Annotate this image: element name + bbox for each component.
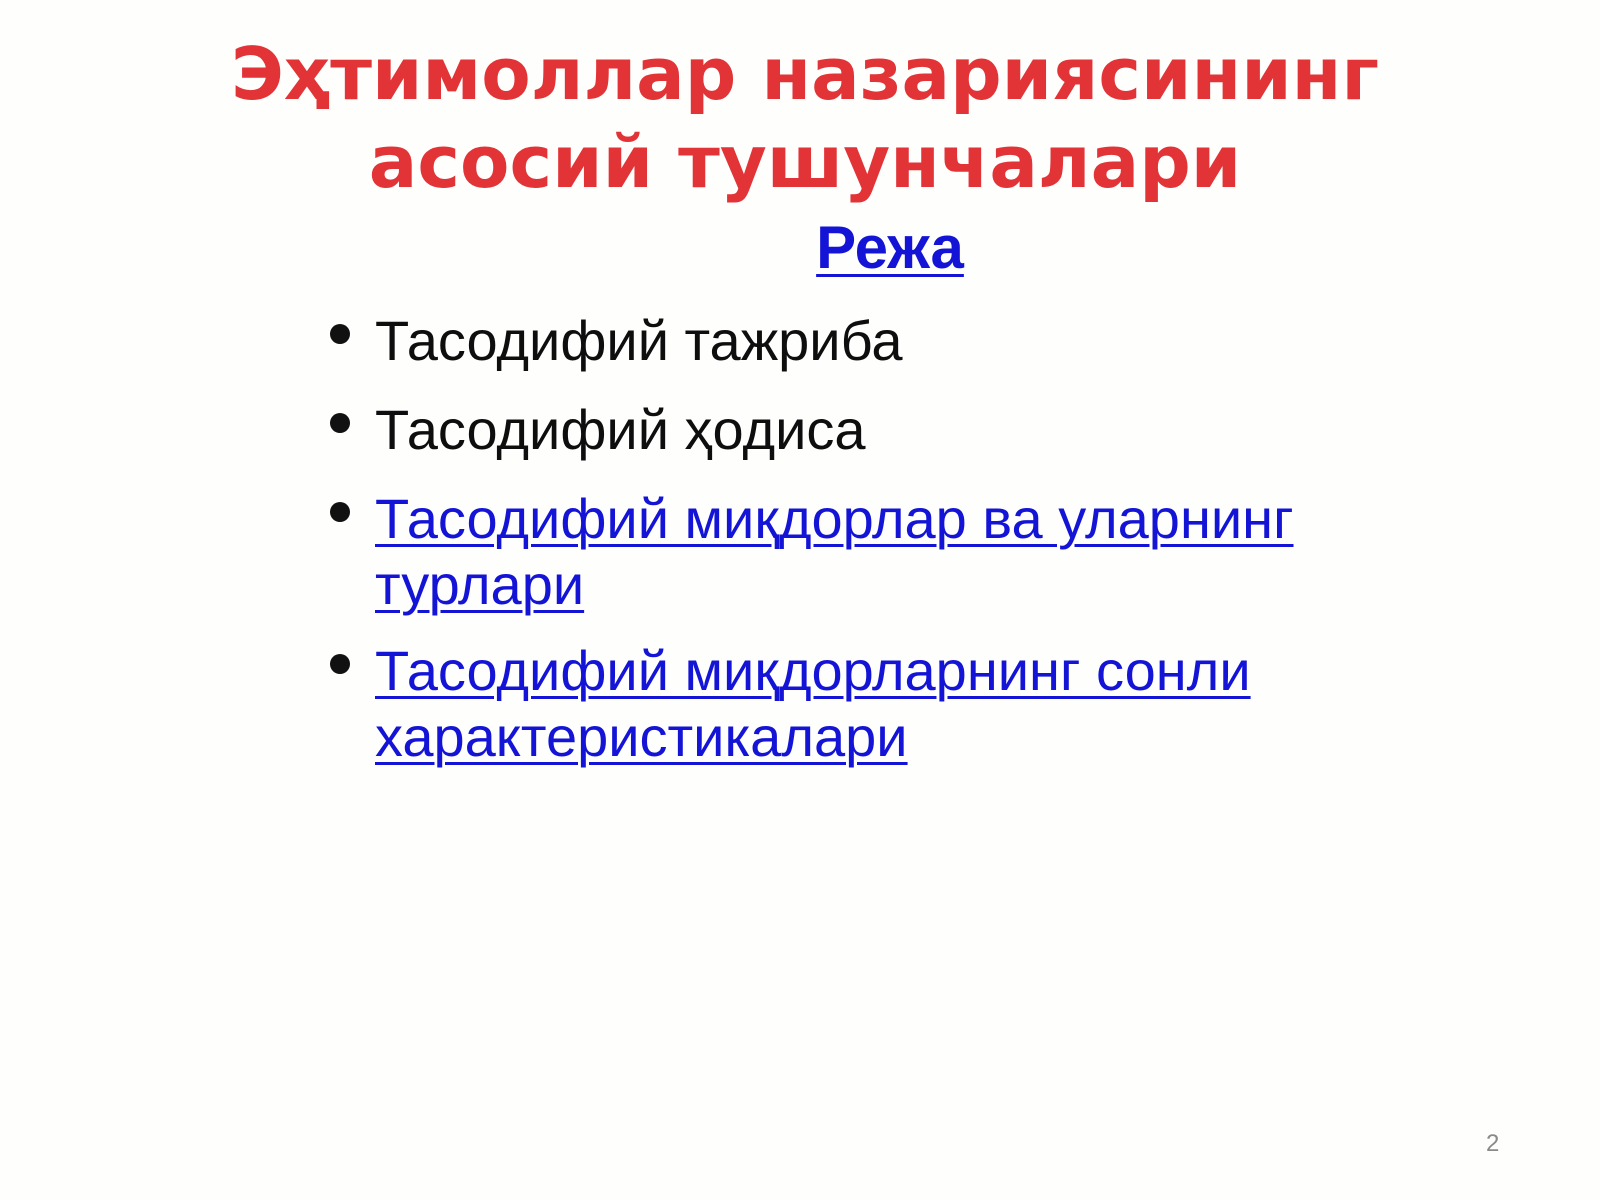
bullet-text: Тасодифий тажриба bbox=[375, 309, 903, 372]
page-number: 2 bbox=[1486, 1130, 1500, 1157]
bullet-item-numeric-characteristics bbox=[330, 638, 1460, 770]
bullet-item-random-event bbox=[330, 397, 1460, 463]
bullet-dot-icon bbox=[330, 413, 350, 433]
bullet-item-random-variables bbox=[330, 486, 1460, 618]
bullet-link-numeric-characteristics[interactable]: Тасодифий миқдорларнинг сонли характеристикалари bbox=[375, 639, 1251, 768]
bullet-dot-icon bbox=[330, 324, 350, 344]
bullet-dot-icon bbox=[330, 654, 350, 674]
plan-heading-link[interactable]: Режа bbox=[816, 214, 964, 281]
bullet-text: Тасодифий ҳодиса bbox=[375, 398, 866, 461]
bullet-list bbox=[330, 308, 1460, 793]
bullet-link-random-variables[interactable]: Тасодифий миқдорлар ва уларнинг турлари bbox=[375, 487, 1294, 616]
bullet-dot-icon bbox=[330, 502, 350, 522]
bullet-item-random-experiment bbox=[330, 308, 1460, 374]
slide-title: Эҳтимоллар назариясининг асосий тушунчалари bbox=[230, 32, 1380, 204]
plan-heading bbox=[750, 212, 1030, 284]
